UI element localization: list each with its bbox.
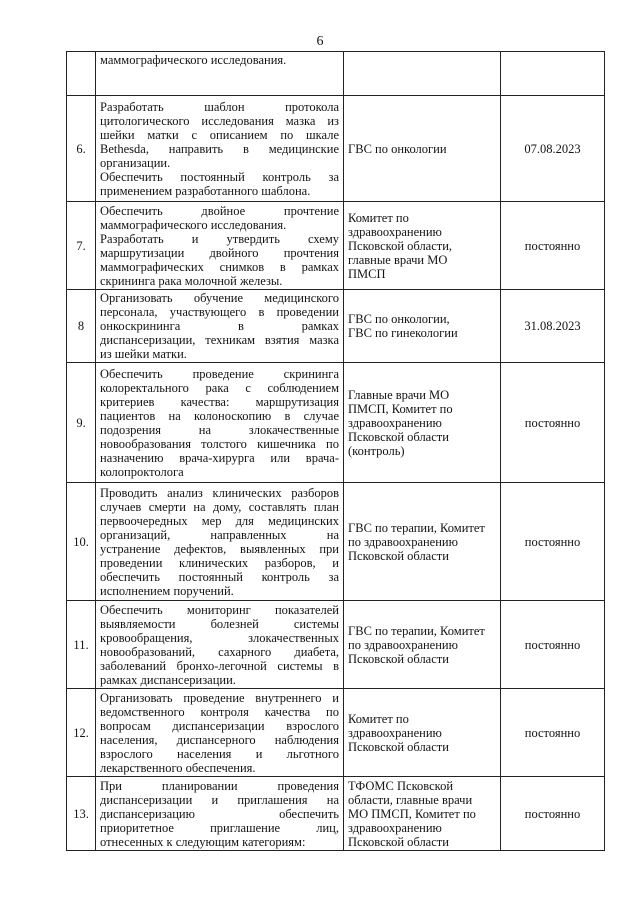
- task-line: заболеваний бронхо-легочной системы в: [100, 658, 339, 673]
- task-line: персонала, участвующего в проведении: [100, 305, 339, 319]
- responsible-line: Псковской области: [348, 429, 449, 444]
- task-line: колоректального рака с соблюдением: [100, 380, 339, 395]
- responsible-cell: [344, 290, 501, 363]
- responsible-line: здравоохранению: [348, 725, 442, 740]
- responsible-line: Главные врачи МО: [348, 387, 450, 402]
- responsible-cell: [344, 601, 501, 689]
- responsible-line: ТФОМС Псковской: [348, 778, 454, 793]
- responsible-line: Комитет по: [348, 711, 409, 726]
- task-line: лекарственного обеспечения.: [100, 760, 256, 775]
- task-line: проведении клинических разборов, и: [100, 555, 339, 570]
- table-row: [67, 483, 605, 601]
- table-row: [67, 363, 605, 483]
- task-cell: [96, 202, 344, 290]
- responsible-cell: [344, 202, 501, 290]
- responsible-line: здравоохранению: [348, 820, 442, 835]
- task-line: Разработать шаблон протокола: [100, 99, 339, 114]
- task-line: пациентов на колоноскопию в случае: [100, 408, 339, 423]
- task-line: диспансеризации, техникам взятия мазка: [100, 333, 339, 347]
- responsible-line: Псковской области: [348, 651, 449, 666]
- responsible-line: Псковской области: [348, 834, 449, 849]
- table-row: [67, 52, 605, 96]
- responsible-line: области, главные врачи: [348, 792, 473, 807]
- task-cell: [96, 52, 344, 96]
- task-line: населения, диспансерного наблюдения: [100, 732, 339, 747]
- task-line: применением разработанного шаблона.: [100, 183, 311, 198]
- responsible-line: по здравоохранению: [348, 534, 458, 549]
- task-line: рамках диспансеризации.: [100, 672, 236, 687]
- task-line: подозрения на злокачественные: [100, 422, 339, 437]
- responsible-line: здравоохранению: [348, 224, 442, 239]
- task-line: из шейки матки.: [100, 347, 187, 361]
- task-line: критериев качества: маршрутизация: [100, 394, 339, 409]
- deadline-cell: 07.08.2023: [501, 96, 605, 202]
- responsible-line: главные врачи МО: [348, 252, 448, 267]
- responsible-cell: [344, 689, 501, 777]
- task-cell: [96, 483, 344, 601]
- task-line: маммографического исследования.: [100, 53, 287, 67]
- task-line: цитологического исследования мазка из: [100, 113, 339, 128]
- table-row: [67, 96, 605, 202]
- table-row: [67, 601, 605, 689]
- task-line: исполнением поручений.: [100, 583, 234, 598]
- task-line: диспансеризации и приглашения на: [100, 792, 339, 807]
- table-row: [67, 689, 605, 777]
- task-line: первоочередных мер для медицинских: [100, 513, 339, 528]
- task-line: назначению врача-хирурга или врача-: [100, 450, 339, 465]
- task-line: скрининга рака молочной железы.: [100, 273, 283, 288]
- task-cell: [96, 777, 344, 851]
- task-line: маршрутизации двойного прочтения: [100, 245, 339, 260]
- responsible-line: ГВС по онкологии,: [348, 312, 450, 326]
- responsible-line: ГВС по терапии, Комитет: [348, 623, 485, 638]
- task-line: Проводить анализ клинических разборов: [100, 485, 339, 500]
- action-plan-body: [67, 52, 605, 851]
- task-line: Обеспечить мониторинг показателей: [100, 602, 339, 617]
- task-line: маммографических снимков в рамках: [100, 259, 339, 274]
- responsible-line: Псковской области: [348, 548, 449, 563]
- page-number: 6: [316, 34, 324, 49]
- task-line: Обеспечить постоянный контроль за: [100, 169, 339, 184]
- responsible-line: Псковской области: [348, 739, 449, 754]
- responsible-line: ПМСП: [348, 266, 386, 281]
- table-row: [67, 290, 605, 363]
- row-number: 10.: [67, 483, 96, 601]
- task-line: случаев смерти на дому, составлять план: [100, 499, 339, 514]
- deadline-cell: постоянно: [501, 601, 605, 689]
- task-line: приоритетное приглашение лиц,: [100, 820, 339, 835]
- task-cell: [96, 290, 344, 363]
- responsible-line: МО ПМСП, Комитет по: [348, 806, 476, 821]
- task-cell: [96, 689, 344, 777]
- deadline-cell: постоянно: [501, 777, 605, 851]
- responsible-cell: [344, 777, 501, 851]
- task-line: отнесенных к следующим категориям:: [100, 834, 306, 849]
- task-line: маммографического исследования.: [100, 217, 287, 232]
- row-number: 8: [67, 290, 96, 363]
- task-line: устранение дефектов, выявленных при: [100, 541, 339, 556]
- responsible-line: по здравоохранению: [348, 637, 458, 652]
- task-cell: [96, 96, 344, 202]
- responsible-cell: [344, 363, 501, 483]
- row-number: 9.: [67, 363, 96, 483]
- action-plan-table: [66, 51, 605, 851]
- responsible-line: ПМСП, Комитет по: [348, 401, 453, 416]
- task-line: организаций, направленных на: [100, 527, 339, 542]
- task-line: Обеспечить проведение скрининга: [100, 366, 339, 381]
- task-line: Организовать обучение медицинского: [100, 291, 339, 305]
- task-line: Разработать и утвердить схему: [100, 231, 339, 246]
- row-number: 13.: [67, 777, 96, 851]
- task-line: Обеспечить двойное прочтение: [100, 203, 339, 218]
- responsible-line: ГВС по терапии, Комитет: [348, 520, 485, 535]
- task-cell: [96, 601, 344, 689]
- deadline-cell: 31.08.2023: [501, 290, 605, 363]
- row-number: [67, 52, 96, 96]
- task-line: ведомственного контроля качества по: [100, 704, 339, 719]
- task-line: новообразований, сахарного диабета,: [100, 644, 339, 659]
- deadline-cell: постоянно: [501, 689, 605, 777]
- row-number: 6.: [67, 96, 96, 202]
- deadline-cell: постоянно: [501, 483, 605, 601]
- task-cell: [96, 363, 344, 483]
- task-line: диспансеризацию обеспечить: [100, 806, 339, 821]
- responsible-cell: [344, 483, 501, 601]
- row-number: 12.: [67, 689, 96, 777]
- task-line: взрослого населения и льготного: [100, 746, 339, 761]
- responsible-line: Комитет по: [348, 210, 409, 225]
- task-line: колопроктолога: [100, 464, 184, 479]
- table-row: [67, 777, 605, 851]
- responsible-line: ГВС по гинекологии: [348, 326, 458, 340]
- responsible-line: (контроль): [348, 443, 405, 458]
- task-line: шейки матки с описанием по шкале: [100, 127, 339, 142]
- row-number: 7.: [67, 202, 96, 290]
- task-line: кровообращения, злокачественных: [100, 630, 339, 645]
- row-number: 11.: [67, 601, 96, 689]
- deadline-cell: [501, 52, 605, 96]
- table-row: [67, 202, 605, 290]
- task-line: выявляемости болезней системы: [100, 616, 339, 631]
- task-line: вопросам диспансеризации взрослого: [100, 718, 339, 733]
- responsible-line: ГВС по онкологии: [348, 141, 447, 156]
- deadline-cell: постоянно: [501, 363, 605, 483]
- deadline-cell: постоянно: [501, 202, 605, 290]
- task-line: организации.: [100, 155, 171, 170]
- task-line: При планировании проведения: [100, 778, 339, 793]
- task-line: обеспечить постоянный контроль за: [100, 569, 339, 584]
- responsible-cell: [344, 52, 501, 96]
- task-line: Bethesda, направить в медицинские: [100, 141, 339, 156]
- task-line: Организовать проведение внутреннего и: [100, 690, 339, 705]
- responsible-cell: [344, 96, 501, 202]
- responsible-line: Псковской области,: [348, 238, 453, 253]
- responsible-line: здравоохранению: [348, 415, 442, 430]
- task-line: новообразования толстого кишечника по: [100, 436, 339, 451]
- task-line: онкоскрининга в рамках: [100, 319, 339, 333]
